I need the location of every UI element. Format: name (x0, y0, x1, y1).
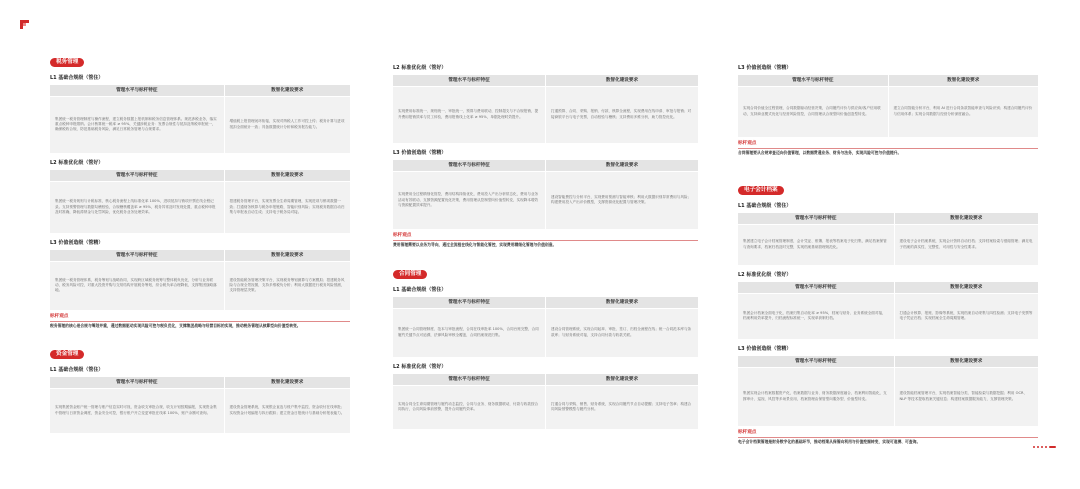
maturity-table (50, 250, 350, 310)
feature-cell: 实现合同全生命周期管理与履约动态监控，合同与业务、财务数据联动，付款与收款按合同执行，合同风险事前预警，提升合同履约效率。 (393, 385, 546, 429)
feature-cell: 集团统一税务管理制度与操作流程，建立税务数据上报机制和税务信息管理体系。规范涉税业务，落实重点税种申报缴纳。会计核算统一税率 ≥ 95%，关键涉税业务：发票合规性与抵扣及纳税申报统一，确保税收合规，防范基础税务风险，满足日常税务管理与合规要求。 (50, 97, 224, 153)
analysis-divider (738, 148, 1038, 149)
col-header-digital: 数智化建设要求 (894, 356, 1038, 368)
analysis-text: 合同管理要从合规审查迈向价值管理，以数据贯通业务、财务与法务，实现风险可控与价值提升。 (738, 149, 902, 155)
treasury-management-section (50, 340, 350, 433)
digital-cell: 建设智能档案管理平台，实现档案智能分类、智能检索与数据挖掘；利用 OCR、NLP 等技术提取档案关键信息；构建档案数据服务能力，支撑管理决策。 (894, 368, 1038, 426)
level-title: L3 价值创造级（管精） (393, 149, 447, 156)
digital-cell: 打通会计核算、报账、影像等系统，实现档案自动采集与四性检测；支持电子发票等电子凭证归档；实现档案全生命周期管理。 (894, 293, 1038, 339)
level-title: L3 价值创造级（管精） (738, 346, 792, 352)
analysis-text: 税务管理的核心是合规与筹划并重，通过数据驱动实现风险可控与税负优化，支撑集团战略与经营目标的实现，推动税务管理从核算型向价值型转变。 (50, 322, 301, 328)
col-header-feature: 管理水平与标杆特征 (738, 282, 894, 294)
analysis-label: 标杆观点 (50, 313, 69, 319)
maturity-table (50, 377, 350, 433)
analysis-label: 标杆观点 (393, 233, 412, 238)
feature-cell: 集团统一税务规则与计税标准，核心税务流程上线标准化率 100%，进项抵扣与销项开票在线全程记录。支持预警管理与数据勾稽校验，合规稽核覆盖率 ≥ 95%，税务异常及时发现处置，重点税种申报及时准确，降低滞纳金与处罚风险，优化税务业务处理效率。 (50, 181, 224, 233)
col-header-digital: 数智化建设要求 (894, 213, 1038, 225)
analysis-divider (50, 321, 350, 322)
maturity-table (738, 282, 1038, 340)
page-dot (1037, 446, 1039, 448)
feature-cell: 集团建立电子会计档案管理制度，会计凭证、账簿、报表等档案电子化归集，满足档案保管与查询要求，档案归档及时完整，实现档案基础管理规范化。 (738, 225, 894, 265)
maturity-table (50, 85, 350, 153)
contract-value-section (738, 62, 1038, 156)
page-indicator (1033, 446, 1056, 448)
maturity-table (393, 160, 698, 230)
section-tag: 税务管理 (50, 58, 84, 67)
analysis-label: 标杆观点 (738, 140, 757, 146)
digital-cell: 打通合同与采购、销售、财务系统，实现合同履约节点自动提醒；支持电子签章；构建合同风险预警模型与履约分析。 (546, 385, 699, 429)
section-tag: 电子会计档案 (738, 186, 784, 195)
level-title: L3 价值创造级（管精） (738, 65, 792, 71)
col-header-feature: 管理水平与标杆特征 (738, 75, 888, 87)
col-header-feature: 管理水平与标杆特征 (393, 297, 546, 309)
page-dot-active (1049, 446, 1056, 448)
digital-cell: 建设智能税务管理决策平台，实现税务筹划测算与方案模拟；搭建税务风险与合规全景视图，支持多维税负分析；利用大数据进行税务风险预测，支持管理层决策。 (224, 262, 350, 310)
digital-cell: 建设电子会计档案系统，实现会计资料自动归档；支持档案检索与借阅管理；满足电子档案的真实性、完整性、可用性与安全性要求。 (894, 225, 1038, 265)
col-header-digital: 数智化建设要求 (224, 377, 350, 389)
col-header-digital: 数智化建设要求 (546, 160, 699, 172)
col-header-digital: 数智化建设要求 (546, 75, 699, 87)
maturity-table (50, 170, 350, 234)
maturity-table (393, 75, 698, 143)
col-header-digital: 数智化建设要求 (888, 75, 1038, 87)
analysis-text: 费用管理需要以业务为导向，通过全流程在线化与智能化管控，实现费用精细化管理与价值创造。 (393, 242, 557, 247)
col-header-feature: 管理水平与标杆特征 (393, 75, 546, 87)
level-title: L2 标准优化级（管好） (393, 363, 447, 370)
tax-management-section (50, 48, 350, 329)
col-header-feature: 管理水平与标杆特征 (738, 356, 894, 368)
level-title: L2 标准优化级（管好） (50, 159, 104, 166)
analysis-divider (738, 437, 1038, 438)
col-header-digital: 数智化建设要求 (894, 282, 1038, 294)
analysis-label: 标杆观点 (738, 429, 757, 435)
digital-cell: 增值税上报管理闭环衔接，实现对纳税人工作可控上传；税务计算与进项抵扣全面统计一致；具备数据统计分析和税务报告能力。 (224, 97, 350, 153)
feature-cell: 实现费用标准统一、规则统一、审批统一，预算与费用联动，控制超支与不合规报销，提升费用报销效率与员工体验，费用报销线上化率 ≥ 95%，单据处理时效提升。 (393, 87, 546, 143)
col-header-feature: 管理水平与标杆特征 (393, 374, 546, 386)
corner-logo-mark (20, 20, 29, 29)
col-header-digital: 数智化建设要求 (546, 374, 699, 386)
digital-cell: 建设合同管理系统，实现合同起草、审批、签订、归档全流程在线；统一合同范本库与条款库；与财务系统对接，支持合同付款与收款关联。 (546, 309, 699, 357)
page-dot (1033, 446, 1035, 448)
col-header-feature: 管理水平与标杆特征 (738, 213, 894, 225)
level-title: L1 基础合规级（管住） (50, 75, 104, 81)
feature-cell: 集团会计档案全面电子化，档案归集自动化率 ≥ 95%，档案与财务、业务系统全面对接，档案利用效率提升，归档流程标准统一，实现单套制归档。 (738, 293, 894, 339)
digital-cell: 建立合同智能分析平台，利用 AI 进行合同条款智能审查与风险识别；构建合同履约评价与信用体系；实现合同数据与经营分析深度融合。 (888, 87, 1038, 137)
digital-cell: 打通预算、合同、采购、报销、付款、核算全流程，实现费用在线申请、审批与报销；对接商旅平台与电子发票，自动校验与稽核；支持费用多维分析，助力管控优化。 (546, 87, 699, 143)
maturity-table (738, 213, 1038, 265)
col-header-digital: 数智化建设要求 (224, 250, 350, 262)
level-title: L2 标准优化级（管好） (393, 65, 447, 71)
analysis-divider (393, 240, 698, 241)
analysis-text: 电子会计档案管理是财务数字化的基础环节，推动档案从保管向利用与价值挖掘转变，实现可追溯、可查询。 (738, 438, 921, 444)
section-tag: 合同管理 (393, 270, 427, 279)
col-header-feature: 管理水平与标杆特征 (50, 85, 224, 97)
feature-cell: 集团实现会计档案数据资产化，档案数据与业务、财务数据深度融合，档案利用智能化，支撑审计、巡视、风控等多场景应用，档案管理由保管型向服务型、价值型转变。 (738, 368, 894, 426)
maturity-table (393, 297, 698, 357)
page-dot (1041, 446, 1043, 448)
level-title: L3 价值创造级（管精） (50, 240, 104, 246)
col-header-feature: 管理水平与标杆特征 (50, 377, 224, 389)
col-header-digital: 数智化建设要求 (546, 297, 699, 309)
level-title: L1 基础合规级（管住） (738, 203, 792, 209)
feature-cell: 实现费用全过程精细化管控，费用结构持续优化，费用投入产出分析常态化，费用与业务活动有效联动，支撑资源配置优化决策，费用管理从控制型向价值型转变，实现降本增效与资源配置效率提升。 (393, 171, 546, 229)
col-header-feature: 管理水平与标杆特征 (393, 160, 546, 172)
electronic-archive-section (738, 176, 1038, 445)
col-header-feature: 管理水平与标杆特征 (50, 250, 224, 262)
section-tag: 资金管理 (50, 350, 84, 359)
digital-cell: 搭建税务管理平台，实现发票全生命周期管理，实现进项与销项数据一致；打通财务核算与税务申报链路，智能识别风险；实现税务数据自动归集与申报表自动生成；支持电子税务局对接。 (224, 181, 350, 233)
cost-management-section (393, 62, 698, 248)
col-header-feature: 管理水平与标杆特征 (50, 170, 224, 182)
feature-cell: 实现合同价值全过程管理，合同数据驱动经营决策，合同履约评价与供应商/客户信用联动，支持商业模式优化与经营风险管控，合同管理从合规型向价值创造型转变。 (738, 87, 888, 137)
maturity-table (393, 374, 698, 430)
feature-cell: 实现集团资金账户统一管理与账户信息实时可视，资金收支审批合规，收支计划按期编报，实现资金集中管理与日常资金调度，资金安全可控，银行账户开立变更审批在线率 100%，账户余额可查询。 (50, 389, 224, 433)
maturity-table (738, 75, 1038, 137)
digital-cell: 建设资金管理系统，实现银企直连与账户集中监控，资金收付在线审批；实现资金计划编报与执行跟踪；建立资金日报统计与基础分析报表能力。 (224, 389, 350, 433)
feature-cell: 集团统一税务管理体系，税务筹划与战略协同，实现跨区域税务统筹与整体税负优化，分析与业务联动，税务风险可控，对重大投资并购与交易结构开展税务筹划，综合税负率合理降低，支撑集团战略落地。 (50, 262, 224, 310)
level-title: L2 标准优化级（管好） (738, 271, 792, 278)
level-title: L1 基础合规级（管住） (50, 367, 104, 373)
feature-cell: 集团统一合同管理制度、范本与审批流程，合同在线审批率 100%，合同台账完整，合同履约关键节点可追溯，法律风险审核全覆盖，合同档案规范归集。 (393, 309, 546, 357)
col-header-digital: 数智化建设要求 (224, 85, 350, 97)
digital-cell: 建设智能费控与分析平台，实现费用预测与智能审核；利用大数据识别异常费用与风险；构建费用投入产出评价模型，支撑资源优化配置与管理决策。 (546, 171, 699, 229)
col-header-digital: 数智化建设要求 (224, 170, 350, 182)
contract-management-section (393, 260, 698, 429)
page-dot (1045, 446, 1047, 448)
level-title: L1 基础合规级（管住） (393, 287, 447, 293)
maturity-table (738, 356, 1038, 426)
